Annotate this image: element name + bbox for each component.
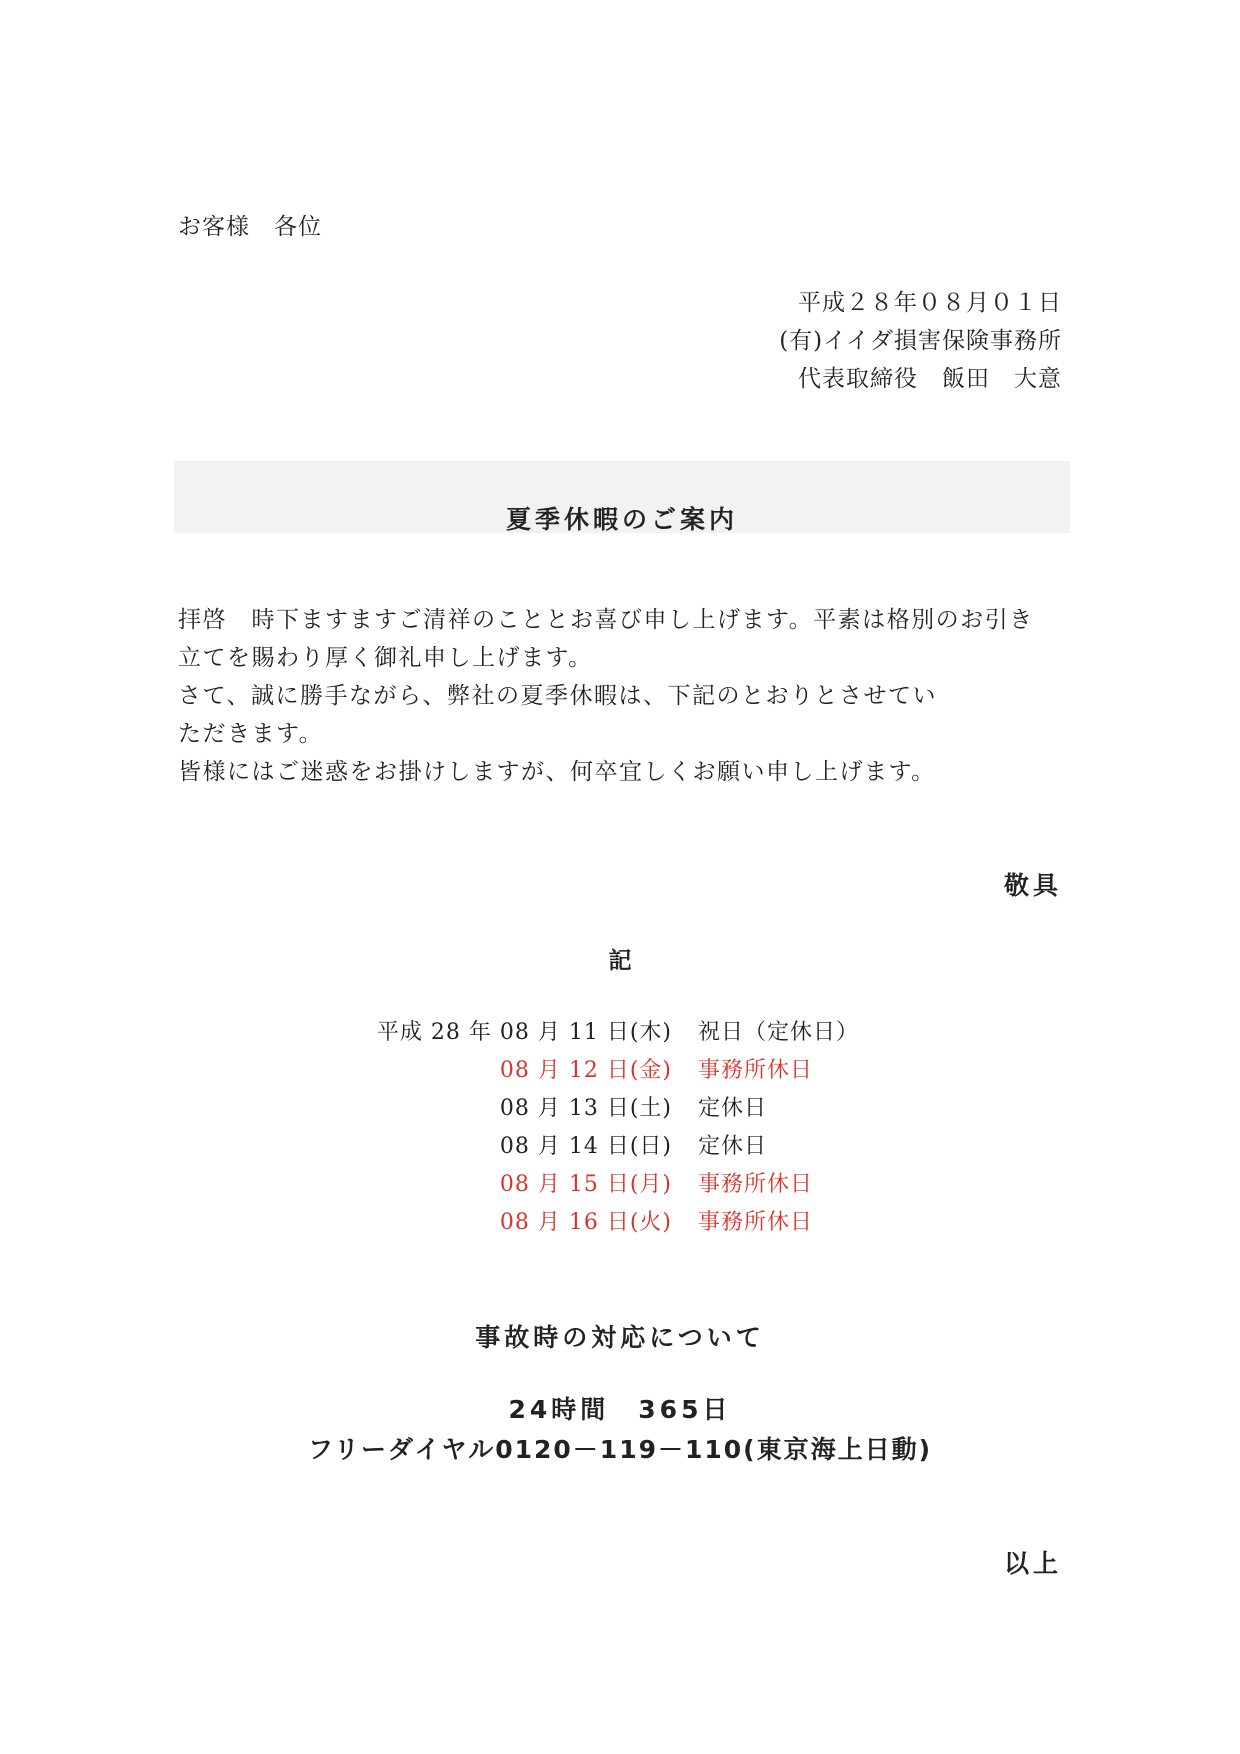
holiday-label: 事務所休日 [698, 1210, 814, 1235]
free-dial-number: フリーダイヤル0120－119－110(東京海上日動) [307, 1435, 933, 1464]
holiday-label: 定休日 [698, 1134, 768, 1159]
holiday-label: 祝日（定休日） [698, 1020, 860, 1045]
body-text [178, 601, 1068, 791]
support-hours: 24時間 365日 [508, 1395, 732, 1424]
holiday-row [0, 1128, 1240, 1166]
sender-block [779, 284, 1062, 398]
holiday-date: 08 月 14 日(日) [499, 1134, 672, 1159]
document-title: 夏季休暇のご案内 [505, 505, 738, 534]
holiday-date: 08 月 12 日(金) [499, 1058, 672, 1083]
holiday-row [0, 1166, 1240, 1204]
holiday-label: 定休日 [698, 1096, 768, 1121]
holiday-date: 平成 28 年 08 月 11 日(木) [376, 1020, 672, 1045]
salutation: お客様 各位 [178, 214, 322, 240]
holiday-date: 08 月 16 日(火) [499, 1210, 672, 1235]
sender-representative: 代表取締役 飯田 大意 [798, 366, 1062, 392]
holiday-date: 08 月 13 日(土) [499, 1096, 672, 1121]
closing-ijou: 以上 [1003, 1549, 1062, 1578]
accident-heading: 事故時の対応について [475, 1323, 765, 1352]
body-line: さて、誠に勝手ながら、弊社の夏季休暇は、下記のとおりとさせてい [178, 683, 938, 709]
ki-heading: 記 [608, 948, 632, 974]
title-band [174, 461, 1070, 533]
holiday-row [0, 1204, 1240, 1242]
body-line: 皆様にはご迷惑をお掛けしますが、何卒宜しくお願い申し上げます。 [178, 759, 936, 785]
sender-company: (有)イイダ損害保険事務所 [779, 328, 1062, 354]
holiday-label: 事務所休日 [698, 1058, 814, 1083]
holiday-row [0, 1014, 1240, 1052]
body-line: ただきます。 [178, 721, 324, 747]
holiday-date: 08 月 15 日(月) [499, 1172, 672, 1197]
letter-date: 平成２８年０８月０１日 [798, 290, 1062, 316]
holiday-label: 事務所休日 [698, 1172, 814, 1197]
body-line: 立てを賜わり厚く御礼申し上げます。 [178, 645, 593, 671]
closing-keigu: 敬具 [1003, 871, 1062, 900]
holiday-row [0, 1052, 1240, 1090]
holiday-row [0, 1090, 1240, 1128]
body-line: 拝啓 時下ますますご清祥のこととお喜び申し上げます。平素は格別のお引き [178, 607, 1034, 633]
holiday-list [0, 1014, 1240, 1242]
